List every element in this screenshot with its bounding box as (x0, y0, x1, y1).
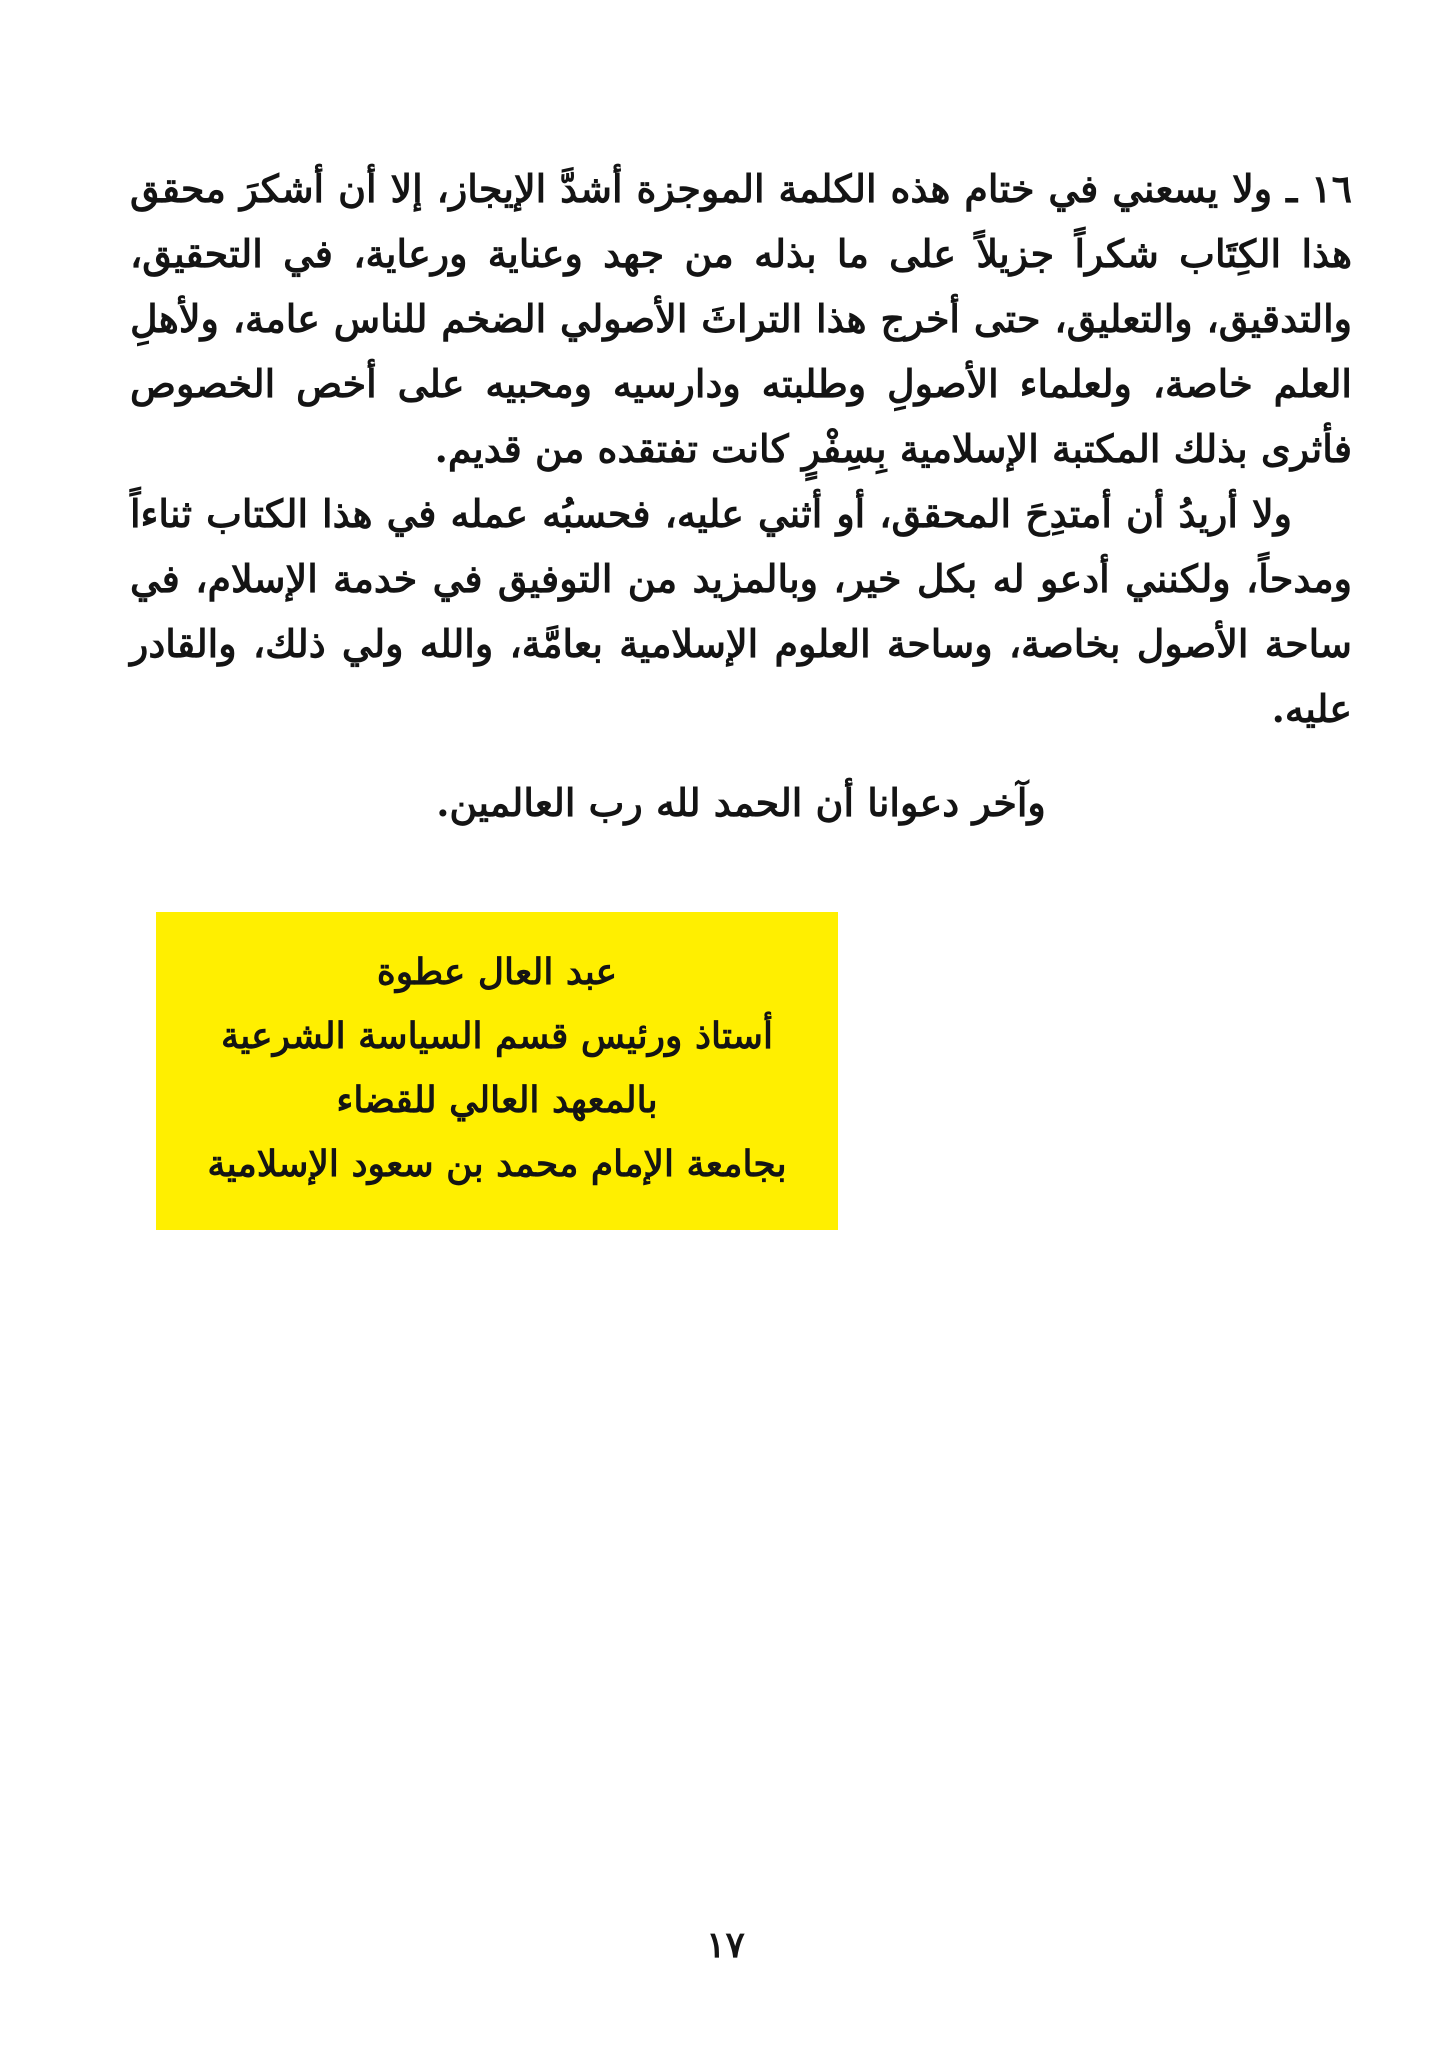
body-text (130, 156, 1352, 741)
signature-title-line-2: بالمعهد العالي للقضاء (336, 1079, 658, 1121)
closing-line: وآخر دعوانا أن الحمد لله رب العالمين. (436, 780, 1046, 825)
page-number: ١٧ (706, 1924, 745, 1966)
signature-name: عبد العال عطوة (376, 951, 618, 993)
paragraph-prayer: ولا أريدُ أن أمتدِحَ المحقق، أو أثني عليه، فحسبُه عمله في هذا الكتاب ثناءاً ومدحاً، ولكنني أدعو له بكل خير، وبالمزيد من التوفيق في خدمة الإسلام، في ساحة الأصول بخاصة، وساحة العلوم الإسلامية بعامَّة، والله ولي ذلك، والقادر عليه. (130, 491, 1352, 731)
signature-title-line-3: بجامعة الإمام محمد بن سعود الإسلامية (207, 1143, 787, 1185)
paragraph-acknowledgement: ١٦ ـ ولا يسعني في ختام هذه الكلمة الموجزة أشدَّ الإيجاز، إلا أن أشكرَ محقق هذا الكِتَاب شكراً جزيلاً على ما بذله من جهد وعناية ورعاية، في التحقيق، والتدقيق، والتعليق، حتى أخرج هذا التراثَ الأصولي الضخم للناس عامة، ولأهلِ العلم خاصة، ولعلماء الأصولِ وطلبته ودارسيه ومحبيه على أخص الخصوص فأثرى بذلك المكتبة الإسلامية بِسِفْرٍ كانت تفتقده من قديم. (130, 166, 1352, 471)
signature-block (156, 912, 838, 1230)
signature-title-line-1: أستاذ ورئيس قسم السياسة الشرعية (221, 1015, 773, 1057)
